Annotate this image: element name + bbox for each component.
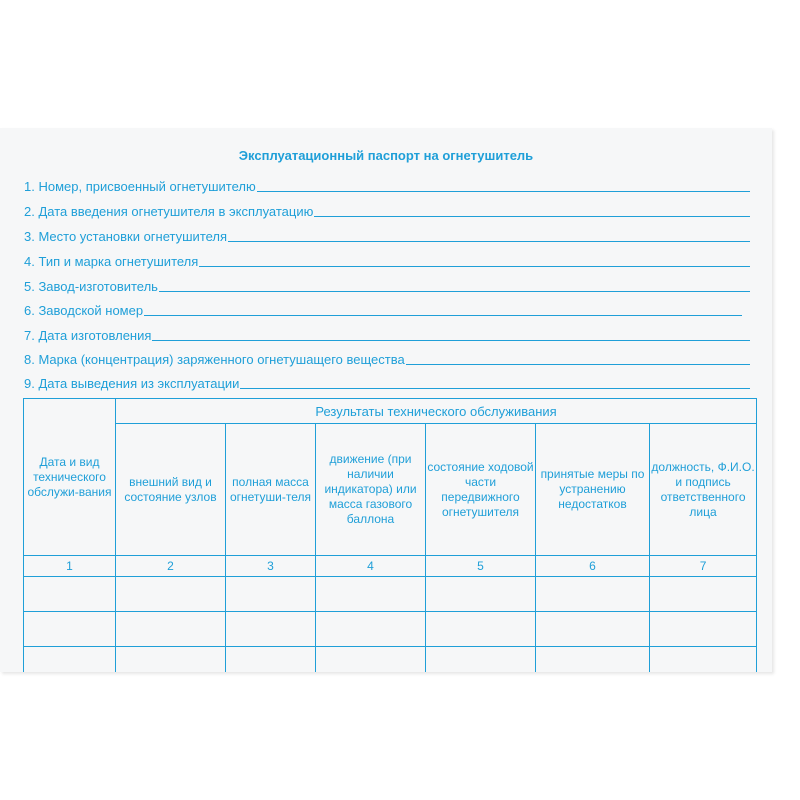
field-label: 1. Номер, присвоенный огнетушителю (24, 179, 256, 194)
field-number (24, 176, 750, 194)
field-manufacture-date (24, 325, 750, 343)
header-full-mass: полная масса огнетуши-теля (226, 424, 316, 556)
header-appearance: внешний вид и состояние узлов (116, 424, 226, 556)
column-number: 4 (316, 556, 426, 577)
header-undercarriage: состояние ходовой части передвижного огнетушителя (426, 424, 536, 556)
field-blank-line (152, 340, 750, 341)
table-cell (226, 647, 316, 673)
field-type-brand (24, 251, 750, 269)
column-number: 6 (536, 556, 650, 577)
table-cell (24, 612, 116, 647)
table-cell (536, 612, 650, 647)
table-cell (536, 647, 650, 673)
document-title: Эксплуатационный паспорт на огнетушитель (238, 148, 534, 163)
table-cell (316, 647, 426, 673)
column-number: 3 (226, 556, 316, 577)
field-blank-line (257, 191, 750, 192)
maintenance-table (23, 398, 757, 672)
table-cell (226, 612, 316, 647)
table-cell (426, 577, 536, 612)
table-cell (650, 577, 757, 612)
field-blank-line (228, 241, 750, 242)
table-cell (650, 612, 757, 647)
passport-sheet (0, 128, 772, 672)
header-measures-taken: принятые меры по устранению недостатков (536, 424, 650, 556)
column-number: 5 (426, 556, 536, 577)
field-blank-line (240, 388, 750, 389)
table-row (24, 577, 757, 612)
table-row (24, 612, 757, 647)
table-cell (426, 612, 536, 647)
field-agent-brand (24, 349, 750, 367)
table-row (24, 647, 757, 673)
table-cell (226, 577, 316, 612)
table-cell (116, 612, 226, 647)
table-cell (316, 577, 426, 612)
field-label: 9. Дата выведения из эксплуатации (24, 376, 240, 391)
header-maintenance-results: Результаты технического обслуживания (116, 399, 757, 424)
field-blank-line (199, 266, 750, 267)
field-manufacturer (24, 276, 750, 294)
header-indicator-gas-cylinder: движение (при наличии индикатора) или масса газового баллона (316, 424, 426, 556)
column-number: 7 (650, 556, 757, 577)
field-label: 5. Завод-изготовитель (24, 279, 158, 294)
field-decommission-date (24, 373, 750, 391)
field-label: 3. Место установки огнетушителя (24, 229, 228, 244)
field-label: 8. Марка (концентрация) заряженного огнетушащего вещества (24, 352, 405, 367)
field-serial-number (24, 300, 742, 318)
field-blank-line (159, 291, 750, 292)
field-label: 2. Дата введения огнетушителя в эксплуатацию (24, 204, 314, 219)
header-date-type: Дата и вид технического обслужи-вания (24, 399, 116, 556)
table-cell (24, 577, 116, 612)
column-number: 2 (116, 556, 226, 577)
field-commission-date (24, 201, 750, 219)
column-number: 1 (24, 556, 116, 577)
field-location (24, 226, 750, 244)
table-cell (536, 577, 650, 612)
table-cell (24, 647, 116, 673)
table-cell (316, 612, 426, 647)
table-cell (650, 647, 757, 673)
field-blank-line (406, 364, 750, 365)
table-cell (116, 647, 226, 673)
table-cell (426, 647, 536, 673)
field-blank-line (144, 315, 742, 316)
field-label: 7. Дата изготовления (24, 328, 152, 343)
field-label: 6. Заводской номер (24, 303, 144, 318)
field-blank-line (314, 216, 750, 217)
field-label: 4. Тип и марка огнетушителя (24, 254, 199, 269)
header-responsible-person: должность, Ф.И.О. и подпись ответственного лица (650, 424, 757, 556)
table-cell (116, 577, 226, 612)
